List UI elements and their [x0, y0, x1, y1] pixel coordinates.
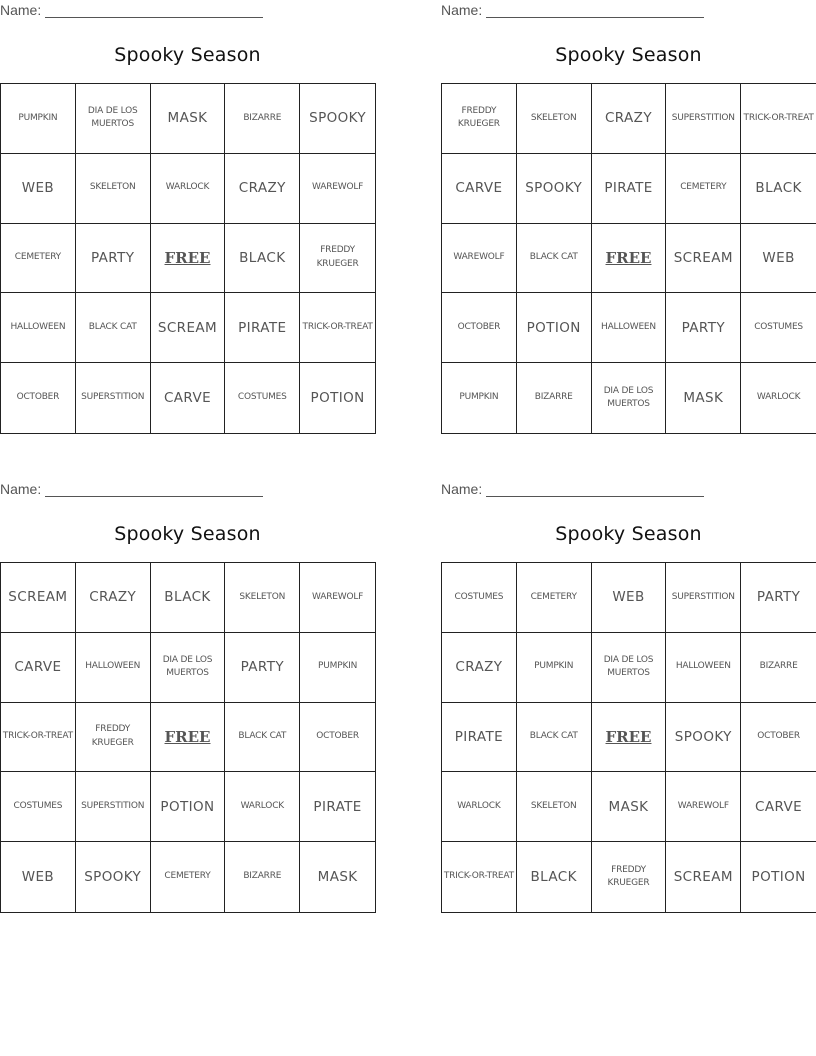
bingo-cell[interactable]: PIRATE: [442, 703, 517, 773]
bingo-cell[interactable]: PUMPKIN: [1, 84, 76, 154]
bingo-cell[interactable]: CARVE: [442, 154, 517, 224]
bingo-cell[interactable]: OCTOBER: [1, 363, 76, 433]
bingo-cell[interactable]: BLACK CAT: [517, 224, 592, 294]
bingo-cell[interactable]: WARLOCK: [151, 154, 226, 224]
bingo-cell[interactable]: SKELETON: [517, 84, 592, 154]
bingo-grid: [441, 562, 816, 913]
bingo-cell[interactable]: CARVE: [1, 633, 76, 703]
bingo-cell[interactable]: CRAZY: [225, 154, 300, 224]
card-title: Spooky Season: [114, 44, 261, 66]
bingo-cell[interactable]: MASK: [592, 772, 667, 842]
bingo-cell[interactable]: COSTUMES: [225, 363, 300, 433]
name-blank-line[interactable]: [486, 482, 704, 497]
bingo-cell[interactable]: SUPERSTITION: [666, 84, 741, 154]
bingo-cell[interactable]: PIRATE: [225, 293, 300, 363]
bingo-cell[interactable]: BLACK: [225, 224, 300, 294]
card-title: Spooky Season: [555, 44, 702, 66]
bingo-cell[interactable]: DIA DE LOS MUERTOS: [592, 633, 667, 703]
name-blank-line[interactable]: [45, 482, 263, 497]
bingo-cell[interactable]: DIA DE LOS MUERTOS: [151, 633, 226, 703]
bingo-cell[interactable]: PUMPKIN: [442, 363, 517, 433]
bingo-grid: [441, 83, 816, 434]
bingo-cell[interactable]: POTION: [517, 293, 592, 363]
bingo-cell[interactable]: SPOOKY: [666, 703, 741, 773]
bingo-cell[interactable]: CARVE: [741, 772, 816, 842]
bingo-cell[interactable]: COSTUMES: [442, 563, 517, 633]
bingo-cell[interactable]: SUPERSTITION: [76, 363, 151, 433]
bingo-grid: [0, 562, 376, 913]
bingo-cell[interactable]: OCTOBER: [741, 703, 816, 773]
bingo-cell[interactable]: CEMETERY: [1, 224, 76, 294]
name-field[interactable]: [0, 481, 263, 497]
bingo-grid: [0, 83, 376, 434]
bingo-cell[interactable]: CRAZY: [76, 563, 151, 633]
bingo-cell[interactable]: BLACK CAT: [517, 703, 592, 773]
free-space-cell[interactable]: FREE: [151, 224, 226, 294]
name-label: Name:: [441, 2, 483, 18]
bingo-cell[interactable]: PIRATE: [300, 772, 375, 842]
bingo-cell[interactable]: FREDDY KRUEGER: [592, 842, 667, 912]
bingo-cell[interactable]: BIZARRE: [225, 84, 300, 154]
bingo-cell[interactable]: BLACK: [517, 842, 592, 912]
bingo-cell[interactable]: CEMETERY: [666, 154, 741, 224]
bingo-cell[interactable]: WARLOCK: [225, 772, 300, 842]
bingo-cell[interactable]: COSTUMES: [1, 772, 76, 842]
bingo-cell[interactable]: CRAZY: [442, 633, 517, 703]
bingo-cell[interactable]: SPOOKY: [300, 84, 375, 154]
name-field[interactable]: [441, 2, 704, 18]
bingo-cell[interactable]: BIZARRE: [517, 363, 592, 433]
free-space-cell[interactable]: FREE: [592, 703, 667, 773]
free-space-cell[interactable]: FREE: [151, 703, 226, 773]
bingo-cell[interactable]: HALLOWEEN: [1, 293, 76, 363]
name-blank-line[interactable]: [45, 3, 263, 18]
bingo-cell[interactable]: MASK: [317, 868, 358, 885]
bingo-cell[interactable]: WAREWOLF: [300, 154, 375, 224]
name-field[interactable]: [441, 481, 704, 497]
bingo-cell[interactable]: SKELETON: [76, 154, 151, 224]
bingo-cell[interactable]: SKELETON: [225, 563, 300, 633]
bingo-cell[interactable]: WEB: [741, 224, 816, 294]
bingo-cell[interactable]: DIA DE LOS MUERTOS: [76, 84, 151, 154]
bingo-cell[interactable]: BIZARRE: [741, 633, 816, 703]
bingo-cell[interactable]: CRAZY: [592, 84, 667, 154]
bingo-cell[interactable]: WAREWOLF: [300, 563, 375, 633]
bingo-cell[interactable]: CEMETERY: [517, 563, 592, 633]
bingo-cell[interactable]: SKELETON: [517, 772, 592, 842]
bingo-cell[interactable]: WEB: [1, 154, 76, 224]
bingo-cell[interactable]: TRICK-OR-TREAT: [741, 84, 816, 154]
bingo-cell[interactable]: PARTY: [741, 563, 816, 633]
bingo-cell[interactable]: TRICK-OR-TREAT: [300, 293, 375, 363]
name-label: Name:: [441, 481, 483, 497]
bingo-cell[interactable]: PARTY: [225, 633, 300, 703]
bingo-cell[interactable]: SUPERSTITION: [76, 772, 151, 842]
bingo-cell[interactable]: WEB: [1, 842, 76, 912]
bingo-cell[interactable]: HALLOWEEN: [76, 633, 151, 703]
bingo-cell[interactable]: BLACK CAT: [76, 293, 151, 363]
bingo-cell[interactable]: BIZARRE: [225, 842, 300, 912]
card-title: Spooky Season: [114, 523, 261, 545]
name-field[interactable]: [0, 2, 263, 18]
bingo-cell[interactable]: WAREWOLF: [666, 772, 741, 842]
bingo-cell[interactable]: CARVE: [151, 363, 226, 433]
bingo-cell[interactable]: BLACK: [741, 154, 816, 224]
bingo-cell[interactable]: PUMPKIN: [300, 633, 375, 703]
bingo-cell[interactable]: TRICK-OR-TREAT: [442, 842, 517, 912]
bingo-cell[interactable]: SCREAM: [151, 293, 226, 363]
bingo-cell[interactable]: COSTUMES: [741, 293, 816, 363]
name-label: Name:: [0, 2, 42, 18]
bingo-cell[interactable]: HALLOWEEN: [666, 633, 741, 703]
bingo-cell[interactable]: PARTY: [666, 293, 741, 363]
bingo-cell[interactable]: PIRATE: [592, 154, 667, 224]
bingo-cell[interactable]: FREDDY KRUEGER: [76, 703, 151, 773]
name-blank-line[interactable]: [486, 3, 704, 18]
bingo-cell[interactable]: SPOOKY: [517, 154, 592, 224]
bingo-cell[interactable]: BLACK CAT: [225, 703, 300, 773]
bingo-cell[interactable]: WEB: [592, 563, 667, 633]
bingo-cell[interactable]: SCREAM: [666, 224, 741, 294]
bingo-cell[interactable]: BLACK: [151, 563, 226, 633]
bingo-cell[interactable]: OCTOBER: [300, 703, 375, 773]
bingo-cell[interactable]: POTION: [151, 772, 226, 842]
bingo-cell[interactable]: OCTOBER: [442, 293, 517, 363]
free-space-cell[interactable]: FREE: [592, 224, 667, 294]
bingo-cell[interactable]: POTION: [310, 389, 365, 406]
bingo-cell[interactable]: FREDDY KRUEGER: [442, 84, 517, 154]
bingo-cell[interactable]: SCREAM: [666, 842, 741, 912]
bingo-cell[interactable]: WAREWOLF: [442, 224, 517, 294]
bingo-cell[interactable]: DIA DE LOS MUERTOS: [592, 363, 667, 433]
bingo-cell[interactable]: MASK: [151, 84, 226, 154]
bingo-cell[interactable]: SCREAM: [1, 563, 76, 633]
bingo-cell[interactable]: SPOOKY: [76, 842, 151, 912]
bingo-cell[interactable]: TRICK-OR-TREAT: [1, 703, 76, 773]
bingo-cell[interactable]: MASK: [666, 363, 741, 433]
bingo-cell[interactable]: CEMETERY: [151, 842, 226, 912]
bingo-cell[interactable]: FREDDY KRUEGER: [300, 224, 375, 294]
bingo-cell[interactable]: SUPERSTITION: [666, 563, 741, 633]
bingo-cell[interactable]: PUMPKIN: [517, 633, 592, 703]
bingo-cell[interactable]: WARLOCK: [756, 392, 801, 403]
bingo-cell[interactable]: POTION: [751, 868, 806, 885]
card-title: Spooky Season: [555, 523, 702, 545]
name-label: Name:: [0, 481, 42, 497]
bingo-cell[interactable]: HALLOWEEN: [592, 293, 667, 363]
bingo-cell[interactable]: WARLOCK: [442, 772, 517, 842]
bingo-cell[interactable]: PARTY: [76, 224, 151, 294]
